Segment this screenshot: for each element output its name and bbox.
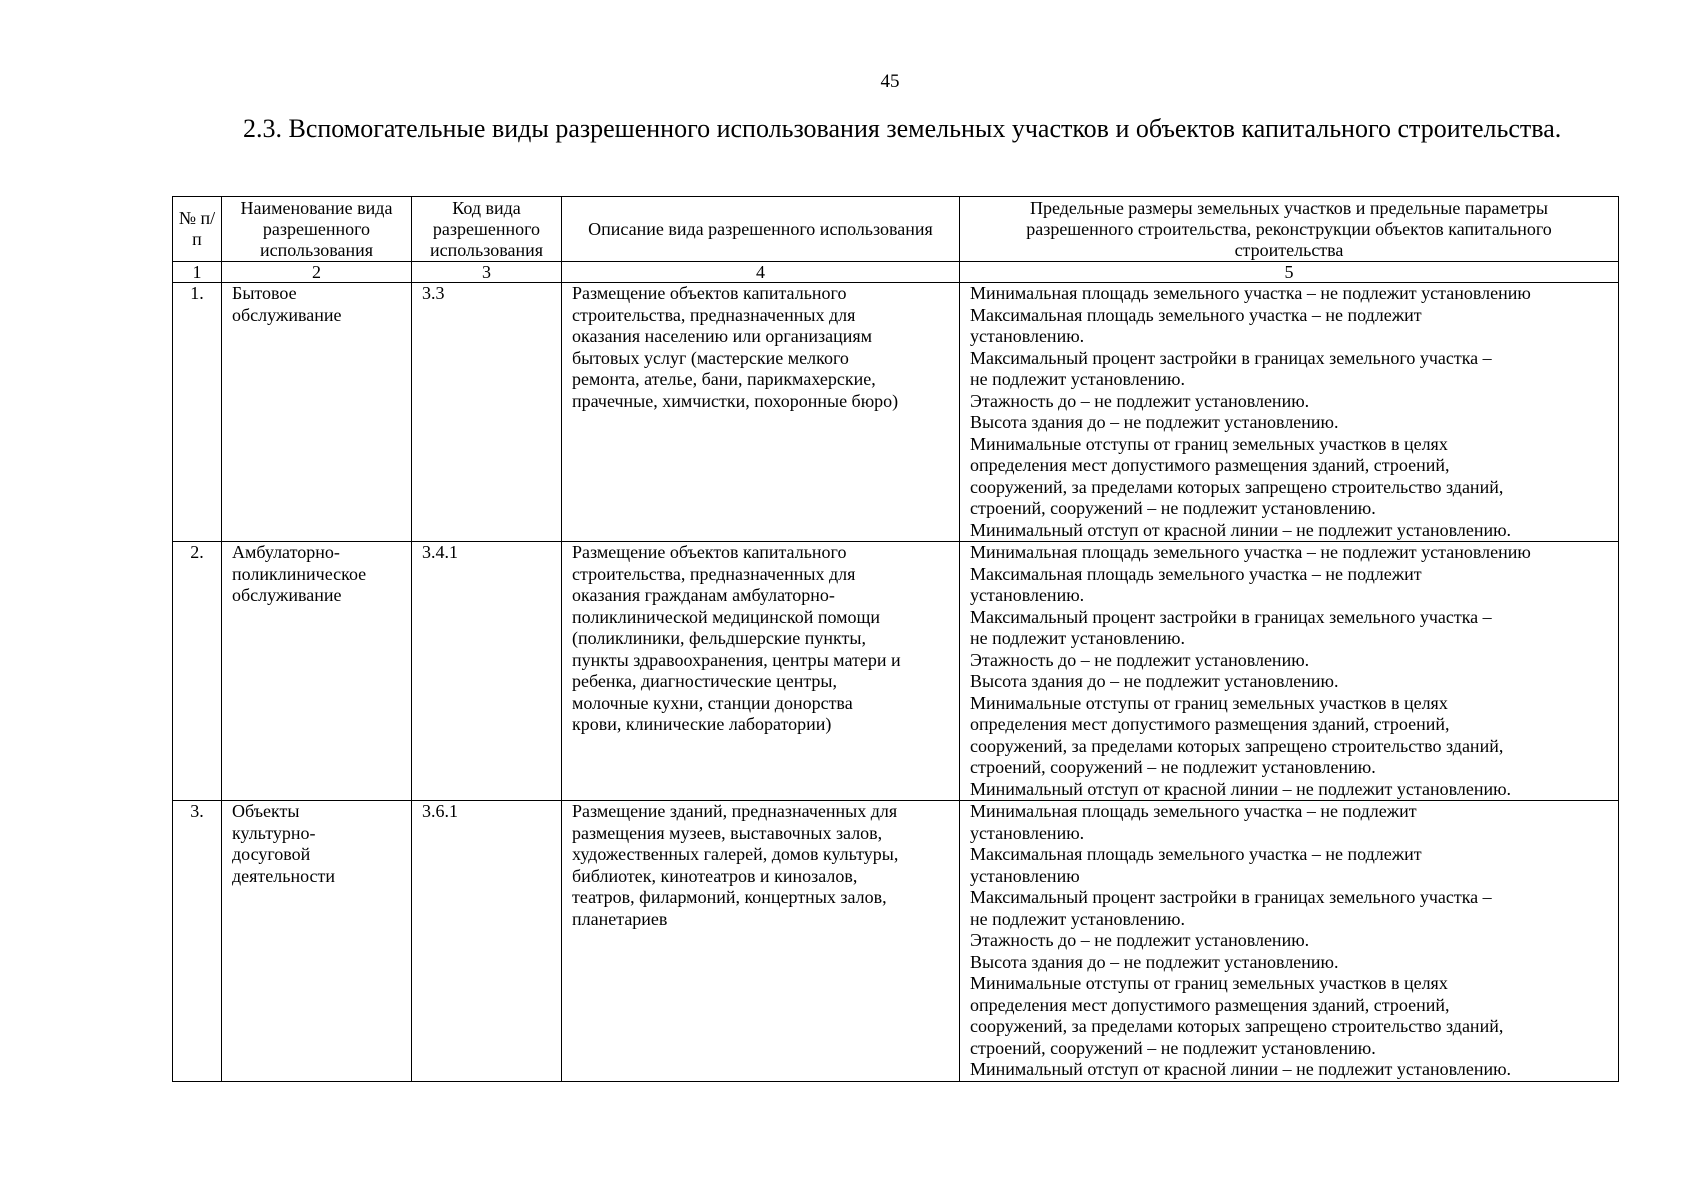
header-description: Описание вида разрешенного использования: [562, 197, 960, 262]
limit-line: Этажность до – не подлежит установлению.: [970, 390, 1310, 411]
limit-line: Минимальные отступы от границ земельных участков в целях: [970, 433, 1448, 454]
header-number: № п/п: [173, 197, 222, 262]
limit-line: Минимальная площадь земельного участка – не подлежит: [970, 801, 1417, 821]
page-number: 45: [880, 71, 900, 92]
limit-line: не подлежит установлению.: [970, 628, 1185, 648]
use-name: Амбулаторно- поликлиническое обслуживание: [222, 542, 412, 801]
limit-line: Максимальный процент застройки в границах земельного участка –: [970, 347, 1492, 368]
limit-line: Максимальная площадь земельного участка – не подлежит: [970, 563, 1422, 584]
limit-line: Этажность до – не подлежит установлению.: [970, 649, 1310, 670]
use-name: Бытовое обслуживание: [222, 283, 412, 542]
limit-line: Минимальные отступы от границ земельных участков в целях: [970, 973, 1448, 993]
limit-line: сооружений, за пределами которых запрещено строительство зданий,: [970, 476, 1504, 497]
section-heading: 2.3. Вспомогательные виды разрешенного использования земельных участков и объектов капитального строительства.: [243, 114, 1562, 143]
limit-line: сооружений, за пределами которых запрещено строительство зданий,: [970, 1016, 1504, 1036]
limit-line: Минимальная площадь земельного участка – не подлежит установлению: [970, 542, 1531, 562]
use-description: Размещение объектов капитального строительства, предназначенных для оказания населению или организациям бытовых услуг (мастерские мелкого ремонта, ателье, бани, парикмахерские, прачечные, химчистки, похоронные бюро): [562, 283, 960, 542]
table-row: [173, 801, 1619, 1082]
limit-line: Высота здания до – не подлежит установлению.: [970, 412, 1339, 432]
limit-line: Минимальный отступ от красной линии – не подлежит установлению.: [970, 1059, 1512, 1079]
row-number: 1.: [173, 283, 222, 542]
column-number: 1: [173, 262, 222, 283]
land-use-table: [172, 196, 1619, 1082]
limit-line: Высота здания до – не подлежит установлению.: [970, 951, 1339, 972]
use-description: Размещение объектов капитального строительства, предназначенных для оказания гражданам амбулаторно- поликлинической медицинской помощи (поликлиники, фельдшерские пункты, пункты здравоохранения, центры матери и ребенка, диагностические центры, молочные кухни, станции донорства крови, клинические лаборатории): [562, 542, 960, 801]
limit-line: определения мест допустимого размещения зданий, строений,: [970, 994, 1450, 1015]
use-limits: [960, 542, 1619, 801]
use-code: 3.4.1: [412, 542, 562, 801]
use-description: Размещение зданий, предназначенных для размещения музеев, выставочных залов, художественных галерей, домов культуры, библиотек, кинотеатров и кинозалов, театров, филармоний, концертных залов, планетариев: [562, 801, 960, 1082]
column-number: 5: [960, 262, 1619, 283]
limit-line: не подлежит установлению.: [970, 908, 1185, 929]
column-number: 3: [412, 262, 562, 283]
limit-line: Минимальный отступ от красной линии – не подлежит установлению.: [970, 778, 1512, 799]
column-number: 2: [222, 262, 412, 283]
limit-line: установлению.: [970, 822, 1085, 843]
limit-line: установлению: [970, 865, 1080, 886]
column-number-row: [173, 262, 1619, 283]
limit-line: определения мест допустимого размещения зданий, строений,: [970, 455, 1450, 475]
limit-line: Максимальная площадь земельного участка – не подлежит: [970, 304, 1422, 325]
header-name: Наименование вида разрешенного использования: [222, 197, 412, 262]
use-code: 3.3: [412, 283, 562, 542]
row-number: 2.: [173, 542, 222, 801]
column-number: 4: [562, 262, 960, 283]
header-limits: Предельные размеры земельных участков и предельные параметры разрешенного строительства, реконструкции объектов капитального строительства: [960, 197, 1619, 262]
limit-line: строений, сооружений – не подлежит установлению.: [970, 757, 1376, 777]
header-code: Код вида разрешенного использования: [412, 197, 562, 262]
limit-line: определения мест допустимого размещения зданий, строений,: [970, 714, 1450, 734]
limit-line: Высота здания до – не подлежит установлению.: [970, 671, 1339, 691]
table-header-row: [173, 197, 1619, 262]
limit-line: Максимальный процент застройки в границах земельного участка –: [970, 606, 1492, 627]
use-name: Объекты культурно- досуговой деятельности: [222, 801, 412, 1082]
limit-line: Максимальная площадь земельного участка – не подлежит: [970, 844, 1422, 864]
limit-line: установлению.: [970, 585, 1085, 605]
limit-line: Максимальный процент застройки в границах земельного участка –: [970, 887, 1492, 907]
limit-line: строений, сооружений – не подлежит установлению.: [970, 1037, 1376, 1058]
limit-line: Минимальный отступ от красной линии – не подлежит установлению.: [970, 519, 1512, 540]
limit-line: не подлежит установлению.: [970, 369, 1185, 389]
row-number: 3.: [173, 801, 222, 1082]
table-row: [173, 283, 1619, 542]
limit-line: установлению.: [970, 326, 1085, 346]
limit-line: Минимальные отступы от границ земельных участков в целях: [970, 692, 1448, 713]
limit-line: сооружений, за пределами которых запрещено строительство зданий,: [970, 735, 1504, 756]
use-limits: [960, 283, 1619, 542]
limit-line: Минимальная площадь земельного участка – не подлежит установлению: [970, 283, 1531, 303]
use-code: 3.6.1: [412, 801, 562, 1082]
limit-line: Этажность до – не подлежит установлению.: [970, 930, 1310, 950]
use-limits: [960, 801, 1619, 1082]
table-row: [173, 542, 1619, 801]
limit-line: строений, сооружений – не подлежит установлению.: [970, 498, 1376, 518]
